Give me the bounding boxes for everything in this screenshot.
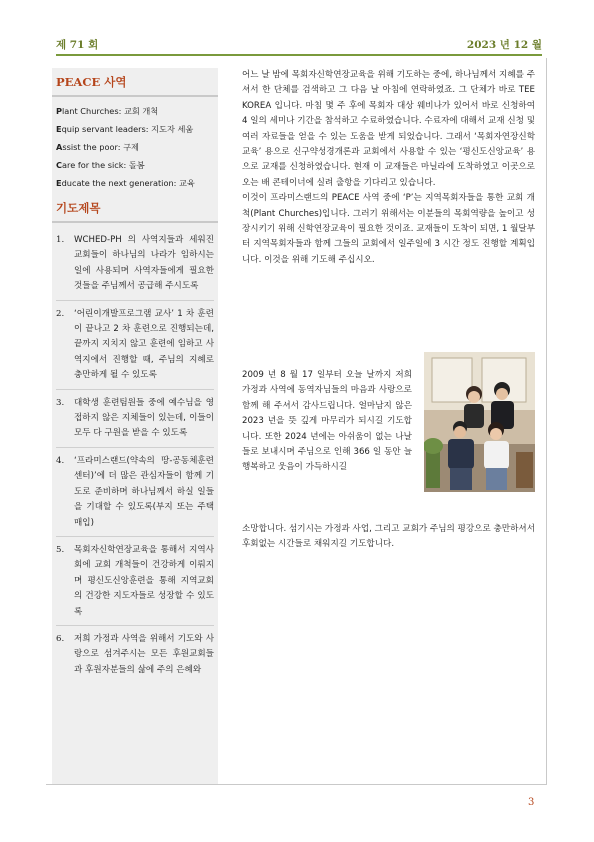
acrostic-text: ssist the poor: 구제 [62, 142, 139, 152]
acrostic-letter: P [56, 106, 63, 116]
issue-date: 2023 년 12 월 [466, 39, 542, 51]
list-item [56, 107, 214, 116]
peace-title: PEACE 사역 [56, 75, 127, 89]
prayer-number: 5. [56, 544, 65, 555]
sidebar [52, 68, 218, 784]
body-paragraph-closing: 소망합니다. 섬기시는 가정과 사업, 그리고 교회가 주님의 평강으로 충만하셔서 후회없는 시간들로 채워지길 기도합니다. [242, 524, 535, 550]
acrostic-text: are for the sick: 돌봄 [62, 160, 145, 170]
family-photo [424, 352, 535, 492]
page-header [56, 36, 542, 56]
family-photo-image [424, 352, 535, 492]
divider [52, 95, 218, 97]
prayer-number: 4. [56, 455, 65, 466]
page-number: 3 [528, 797, 535, 808]
prayer-item [56, 307, 214, 390]
prayer-number: 6. [56, 633, 65, 644]
prayer-number: 1. [56, 235, 65, 245]
prayer-item [56, 454, 214, 537]
prayer-item [56, 396, 214, 448]
prayer-text: ‘프라미스랜드(약속의 땅-공동체훈련센터)’에 더 많은 관심자들이 함께 기도로 준비하며 하나님께서 하실 일들을 기대할 수 있도록(부지 또는 주택 매입) [74, 455, 214, 528]
prayer-number: 2. [56, 308, 65, 319]
divider [52, 221, 218, 223]
body-paragraph: 어느 날 밤에 목회자신학연장교육을 위해 기도하는 중에, 하나님께서 지혜를 주셔서 한 단체를 검색하고 그 다음 날 아침에 연락하였죠. 그 단체가 바로 TEE KOREA 입니다. 마침 몇 주 후에 목회자 대상 웨비나가 있어서 바로 신청하여 4 일의 세미나 기간을 참석하고 수료하였습니다. 수료자에 대해서 교재 신청 및 여러 자료들을 얻을 수 있는 도움을 받게 되었습니다. 그래서 ‘목회자연장신학교육’ 용으로 신구약성경개론과 교회에서 사용할 수 있는 ‘평신도신앙교육’ 용으로 교재를 신청하였습니다. 현재 이 교재들은 마닐라에 도착하였고 이곳으로 오는 배 콘테이너에 실려 출항을 기다리고 있습니다. [242, 70, 535, 188]
prayer-text: ‘어린이개발프로그램 교사’ 1 차 훈련이 끝나고 2 차 훈련으로 진행되는데, 끝까지 지치지 않고 훈련에 임하고 사역지에서 진행할 때, 주님의 지혜로 충만하게 될 수 있도록 [74, 308, 214, 381]
body-paragraph-wrapped: 2009 년 8 월 17 일부터 오늘 날까지 저희 가정과 사역에 동역자님들의 마음과 사랑으로 함께 해 주셔서 감사드립니다. 얼마남지 않은 2023 년을 뜻 깊게 마무리가 되시길 기도합니다. 또한 2024 년에는 아쉬움이 없는 나날들로 보내시며 주님으로 인해 366 일 동안 늘 행복하고 웃음이 가득하시길 [242, 370, 412, 473]
list-item [56, 143, 214, 152]
acrostic-text: ducate the next generation: 교육 [61, 178, 195, 188]
prayer-text: 대학생 훈련팀원들 중에 예수님을 영접하지 않은 지체들이 있는데, 이들이 모두 다 구원을 받을 수 있도록 [74, 397, 214, 439]
prayer-title: 기도제목 [56, 201, 101, 215]
acrostic-letter: E [56, 178, 62, 188]
main-column [242, 68, 535, 268]
body-paragraph: 이것이 프라미스랜드의 PEACE 사역 중에 ‘P’는 지역목회자들을 통한 교회 개척(Plant Churches)입니다. 그러기 위해서는 이분들의 목회역량을 높이고 성장시키기 위해 신학연장교육이 필요한 것이죠. 교재들이 도착이 되면, 1 월달부터 지역목회자들과 함께 그들의 교회에서 일주일에 3 시간 정도 진행할 계획입니다. 이것을 위해 기도해 주십시오. [242, 193, 535, 265]
prayer-item [56, 543, 214, 626]
issue-number: 제 71 회 [56, 39, 99, 51]
acrostic-text: quip servant leaders: 지도자 세움 [61, 124, 194, 134]
list-item [56, 179, 214, 188]
prayer-item [56, 233, 214, 301]
list-item [56, 161, 214, 170]
prayer-item [56, 632, 214, 683]
prayer-text: 목회자신학연장교육을 통해서 지역사회에 교회 개척들이 건강하게 이뤄지며 평신도신앙훈련을 통해 지역교회의 건강한 지도자들로 성장할 수 있도록 [74, 544, 214, 617]
prayer-text: 저희 가정과 사역을 위해서 기도와 사랑으로 섬겨주시는 모든 후원교회들과 후원자분들의 삶에 주의 은혜와 [74, 633, 214, 675]
prayer-number: 3. [56, 397, 65, 408]
list-item [56, 125, 214, 134]
prayer-text: WCHED-PH 의 사역지들과 세워진 교회들이 하나님의 나라가 임하시는 일에 사용되며 사역자들에게 필요한 것들을 주님께서 공급해 주시도록 [74, 235, 214, 292]
acrostic-letter: E [56, 124, 62, 134]
acrostic-letter: A [56, 142, 63, 152]
prayer-list [52, 233, 218, 683]
acrostic-text: lant Churches: 교회 개척 [62, 106, 159, 116]
acrostic-letter: C [56, 160, 63, 170]
peace-list [52, 107, 218, 188]
